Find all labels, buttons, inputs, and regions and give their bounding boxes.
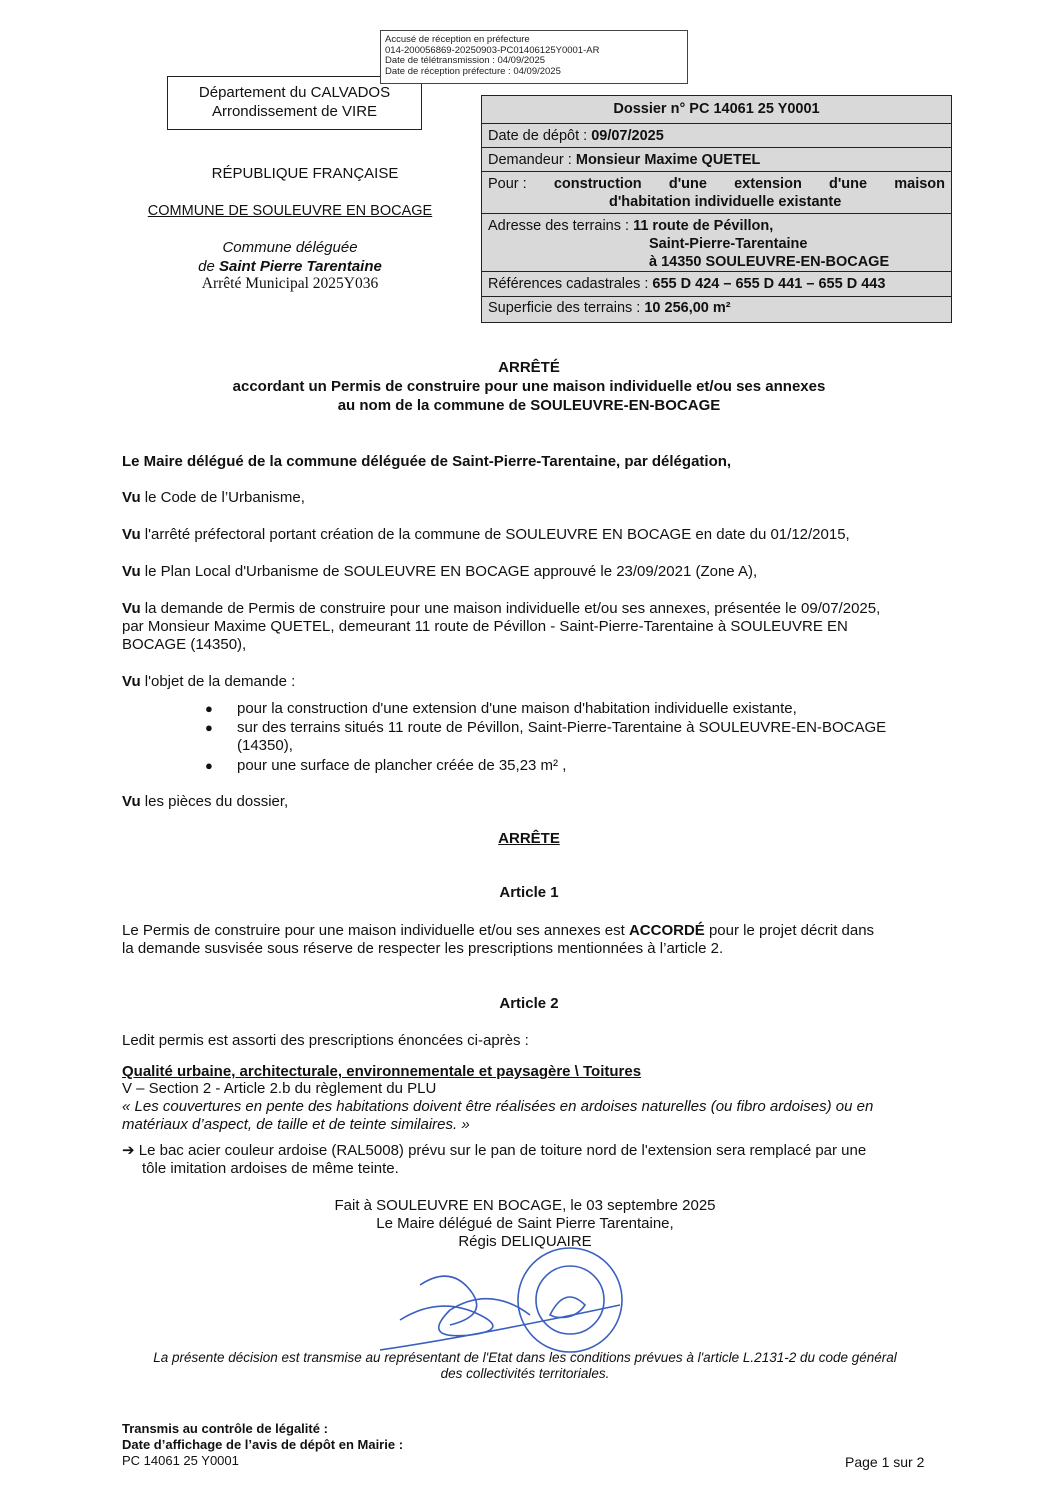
pour-label: Pour :: [488, 176, 527, 192]
adresse-line-1: 11 route de Pévillon,: [633, 218, 774, 234]
article-1-a: Le Permis de construire pour une maison individuelle et/ou ses annexes est: [122, 922, 629, 939]
vu-label: Vu: [122, 673, 141, 690]
receipt-line-3: Date de télétransmission : 04/09/2025: [385, 55, 546, 66]
vu-demande-line-3: BOCAGE (14350),: [122, 636, 247, 653]
pour-line-2: d'habitation individuelle existante: [609, 194, 842, 210]
page-number: Page 1 sur 2: [845, 1454, 925, 1470]
article-1-text: [122, 922, 930, 958]
bullet-text: sur des terrains situés 11 route de Pévillon, Saint-Pierre-Tarentaine à SOULEUVRE-EN-BOCAGE: [237, 719, 887, 736]
receipt-line-1: Accusé de réception en préfecture: [385, 34, 530, 45]
article-1-accorde: ACCORDÉ: [628, 922, 705, 939]
commune-deleguee-prefix: de: [198, 258, 219, 275]
republique: RÉPUBLIQUE FRANÇAISE: [211, 165, 399, 182]
signature-block: [250, 1197, 800, 1251]
transmission-note: [110, 1350, 940, 1382]
prescription: [122, 1142, 930, 1178]
departement: Département du CALVADOS: [198, 84, 391, 101]
article-1-c: pour le projet décrit dans: [704, 922, 875, 939]
stamp-outer-circle: [518, 1248, 622, 1352]
pour-word: maison: [894, 176, 945, 192]
demandeur-label: Demandeur :: [488, 152, 576, 168]
vu-code: [122, 489, 930, 507]
arrete-title: ARRÊTÉ: [498, 359, 560, 376]
adresse-label: Adresse des terrains :: [488, 218, 634, 234]
transmission-line-1: La présente décision est transmise au représentant de l'Etat dans les conditions prévues à l'article L.2131-2 du code général: [153, 1350, 897, 1365]
plu-quote: [122, 1098, 930, 1134]
pour-word: d'une: [668, 176, 707, 192]
bullet-text: pour la construction d'une extension d'une maison d'habitation individuelle existante,: [237, 700, 797, 717]
commune-deleguee-nom-bold: Saint Pierre Tarentaine: [219, 258, 382, 275]
qualite-heading: Qualité urbaine, architecturale, environnementale et paysagère \ Toitures: [122, 1063, 642, 1080]
transmission-line-2: des collectivités territoriales.: [440, 1366, 610, 1381]
dossier-depot: [482, 124, 951, 148]
article-1-line-2: la demande susvisée sous réserve de respecter les prescriptions mentionnées à l’article 2.: [122, 940, 724, 957]
footer-reference: PC 14061 25 Y0001: [122, 1453, 239, 1468]
receipt-line-2: 014-200056869-20250903-PC01406125Y0001-AR: [385, 44, 600, 56]
adresse-line-3: à 14350 SOULEUVRE-EN-BOCAGE: [649, 254, 890, 270]
vu-demande: [122, 600, 930, 654]
vu-text: le Plan Local d'Urbanisme de SOULEUVRE EN BOCAGE approuvé le 23/09/2021 (Zone A),: [140, 563, 758, 580]
date-affichage: Date d’affichage de l’avis de dépôt en Mairie :: [122, 1437, 404, 1452]
vu-text: l'objet de la demande :: [140, 673, 296, 690]
depot-value: 09/07/2025: [591, 128, 664, 144]
fait-a: Fait à SOULEUVRE EN BOCAGE, le 03 septembre 2025: [334, 1197, 716, 1214]
arrete-subtitle-2: au nom de la commune de SOULEUVRE-EN-BOCAGE: [337, 397, 721, 414]
signature-title: Le Maire délégué de Saint Pierre Tarentaine,: [376, 1215, 674, 1232]
vu-label: Vu: [122, 526, 141, 543]
adresse-line-2: Saint-Pierre-Tarentaine: [649, 236, 808, 252]
maire-statement: Le Maire délégué de la commune déléguée de Saint-Pierre-Tarentaine, par délégation,: [122, 453, 732, 470]
superficie-label: Superficie des terrains :: [488, 300, 645, 316]
presc-line-2: tôle imitation ardoises de même teinte.: [142, 1160, 399, 1177]
bullet-item: [205, 700, 967, 718]
pour-word: d'une: [828, 176, 868, 192]
quote-line-1: « Les couvertures en pente des habitations doivent être réalisées en ardoises naturelles (ou fibro ardoises) ou en: [122, 1098, 874, 1115]
bullet-dot: ●: [205, 758, 213, 773]
receipt-stamp: [380, 30, 688, 84]
vu-text: les pièces du dossier,: [140, 793, 289, 810]
signature-stroke: [400, 1299, 530, 1336]
references-label: Références cadastrales :: [488, 276, 653, 292]
bullet-text-cont: (14350),: [237, 737, 293, 754]
bullet-item: [205, 757, 967, 775]
section-ref: V – Section 2 - Article 2.b du règlement du PLU: [122, 1080, 437, 1097]
references-value: 655 D 424 – 655 D 441 – 655 D 443: [652, 276, 886, 292]
bullet-text: pour une surface de plancher créée de 35,23 m² ,: [237, 757, 567, 774]
vu-label: Vu: [122, 793, 141, 810]
signature-stroke: [420, 1276, 477, 1325]
commune-name: COMMUNE DE SOULEUVRE EN BOCAGE: [147, 203, 433, 219]
dossier-references: [482, 272, 951, 297]
vu-label: Vu: [122, 563, 141, 580]
dossier-title: Dossier n° PC 14061 25 Y0001: [482, 96, 951, 124]
bullet-dot: ●: [205, 720, 213, 735]
bullet-dot: ●: [205, 701, 213, 716]
vu-pieces: [122, 793, 930, 811]
vu-text: l'arrêté préfectoral portant création de la commune de SOULEUVRE EN BOCAGE en date du 01/12/2015,: [140, 526, 850, 543]
signatory-name: Régis DELIQUAIRE: [458, 1233, 592, 1250]
arrete-municipal: Arrêté Municipal 2025Y036: [201, 275, 379, 292]
pour-word: construction: [553, 176, 642, 192]
arrete-subtitle-1: accordant un Permis de construire pour une maison individuelle et/ou ses annexes: [232, 378, 826, 395]
dossier-superficie: [482, 297, 951, 321]
stamp-emblem: [550, 1297, 585, 1318]
commune-deleguee: Commune déléguée: [222, 239, 358, 256]
pour-word: extension: [734, 176, 802, 192]
vu-objet: [122, 673, 930, 691]
commune-deleguee-nom: [140, 258, 440, 275]
department-box: [167, 76, 422, 130]
article-1-title: Article 1: [499, 884, 559, 901]
vu-text: le Code de l’Urbanisme,: [140, 489, 305, 506]
vu-demande-line-2: par Monsieur Maxime QUETEL, demeurant 11 route de Pévillon - Saint-Pierre-Tarentaine à SOULEUVRE EN: [122, 618, 848, 635]
vu-plu: [122, 563, 930, 581]
demandeur-value: Monsieur Maxime QUETEL: [575, 152, 761, 168]
dossier-box: [481, 95, 952, 323]
arrete-heading: ARRÊTE: [498, 830, 560, 847]
bullet-item: [205, 719, 967, 755]
article-2-title: Article 2: [499, 995, 559, 1012]
vu-label: Vu: [122, 489, 141, 506]
controle-legalite: Transmis au contrôle de légalité :: [122, 1421, 328, 1436]
pour-line-1: [488, 175, 945, 193]
superficie-value: 10 256,00 m²: [644, 300, 731, 316]
depot-label: Date de dépôt :: [488, 128, 592, 144]
dossier-adresse: [482, 214, 951, 272]
vu-text: la demande de Permis de construire pour une maison individuelle et/ou ses annexes, présentée le 09/07/2025,: [140, 600, 881, 617]
article-2-intro: Ledit permis est assorti des prescriptions énoncées ci-après :: [122, 1032, 529, 1049]
dossier-demandeur: [482, 148, 951, 172]
quote-line-2: matériaux d’aspect, de taille et de teinte similaires. »: [122, 1116, 470, 1133]
presc-line-1: Le bac acier couleur ardoise (RAL5008) prévu sur le pan de toiture nord de l'extension sera remplacé par une: [138, 1142, 867, 1159]
vu-prefectoral: [122, 526, 930, 544]
receipt-line-4: Date de réception préfecture : 04/09/2025: [385, 65, 561, 77]
vu-label: Vu: [122, 600, 141, 617]
arrondissement: Arrondissement de VIRE: [211, 103, 378, 120]
stamp-inner-circle: [536, 1266, 604, 1334]
arrow-icon: ➔: [122, 1142, 135, 1159]
dossier-pour: [482, 172, 951, 214]
